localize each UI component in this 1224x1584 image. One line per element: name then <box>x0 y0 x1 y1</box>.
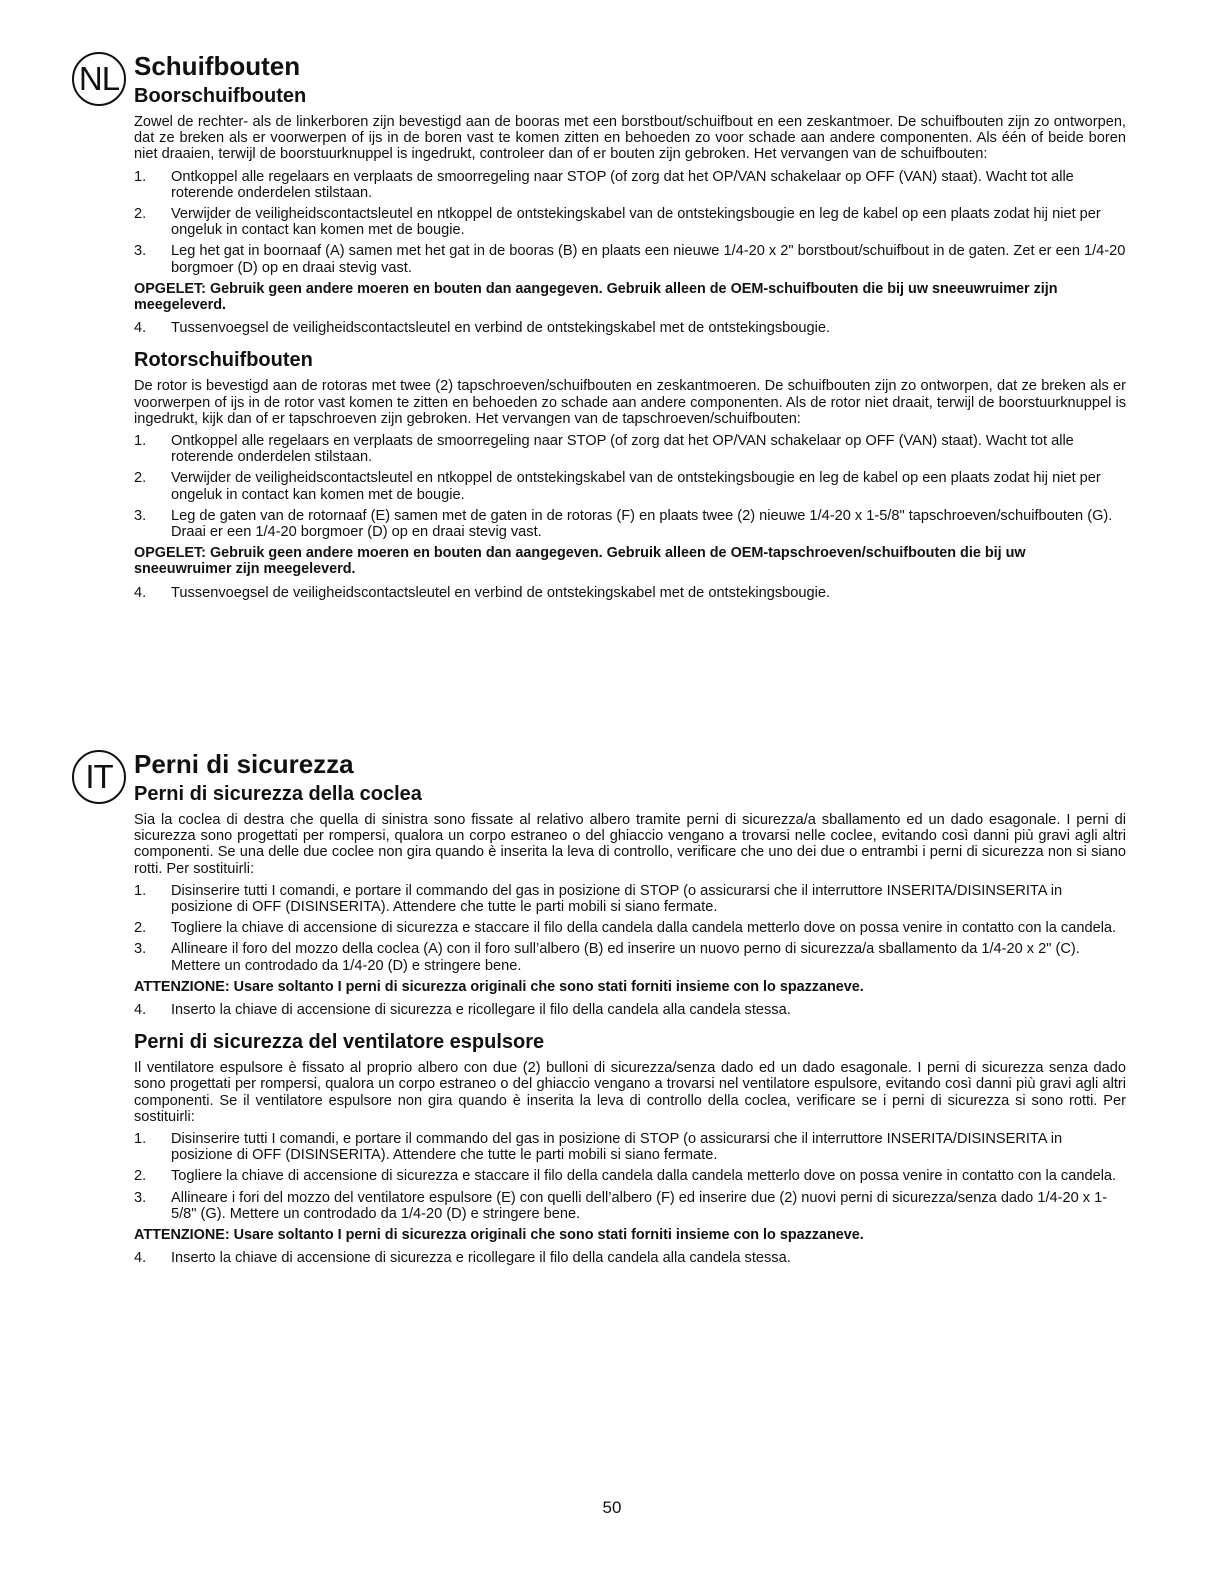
nl-intro-paragraph: Zowel de rechter- als de linkerboren zijn bevestigd aan de booras met een borstbout/schuifbout en een zeskantmoer. De schuifbouten zijn zo ontworpen, dat ze breken als er voorwerpen of ijs in de boren vast te komen zitten en behoeden zo voor schade aan andere componenten. Als één of beide boren niet draaien, terwijl de boorstuurknuppel is ingedrukt, controleer dan of er bouten zijn gebroken. Het vervangen van de schuifbouten: <box>134 114 1126 163</box>
step-text: Tussenvoegsel de veiligheidscontactsleutel en verbind de ontstekingskabel met de ontstekingsbougie. <box>171 584 831 601</box>
step-text: Ontkoppel alle regelaars en verplaats de smoorregeling naar STOP (of zorg dat het OP/VAN schakelaar op OFF (VAN) staat). Wacht tot alle roterende onderdelen stilstaan. <box>171 433 1074 466</box>
step-text: Allineare i fori del mozzo del ventilatore espulsore (E) con quelli dell’albero (F) ed inserire due (2) nuovi perni di sicurezza/senza dado 1/4-20 x 1-5/8" (G). Mettere un controdado da 1/4-20 (D) e stringere bene. <box>171 1189 1108 1222</box>
it-final-step-list <box>134 1250 1126 1266</box>
it-warning-note: ATTENZIONE: Usare soltanto I perni di sicurezza originali che sono stati forniti insieme con lo spazzaneve. <box>134 1227 864 1244</box>
list-item <box>134 941 1126 973</box>
list-item <box>134 883 1126 915</box>
step-number: 2. <box>134 470 147 487</box>
it-warning-note: ATTENZIONE: Usare soltanto I perni di sicurezza originali che sono stati forniti insieme con lo spazzaneve. <box>134 978 864 995</box>
nl-subtitle-rotorschuifbouten: Rotorschuifbouten <box>134 349 313 372</box>
step-number: 2. <box>134 1168 147 1185</box>
step-text: Disinserire tutti I comandi, e portare il commando del gas in posizione di STOP (o assicurarsi che il interruttore INSERITA/DISINSERITA in posizione di OFF (DISINSERITA). Attendere che tutte le parti mobili si siano fermate. <box>171 882 1063 916</box>
list-item <box>134 243 1126 275</box>
step-text: Verwijder de veiligheidscontactsleutel en ntkoppel de ontstekingskabel van de ontstekingsbougie en leg de kabel op een plaats zodat hij niet per ongeluk in contact kan komen met de bougie. <box>171 206 1101 239</box>
nl-content <box>134 50 1126 606</box>
list-item <box>134 1190 1126 1222</box>
list-item <box>134 1168 1126 1184</box>
nl-steps-list <box>134 433 1126 540</box>
step-text: Inserto la chiave di accensione di sicurezza e ricollegare il filo della candela alla candela stessa. <box>171 1250 791 1267</box>
step-number: 1. <box>134 433 147 450</box>
list-item <box>134 1131 1126 1163</box>
step-number: 2. <box>134 206 147 223</box>
it-intro-paragraph: Sia la coclea di destra che quella di sinistra sono fissate al relativo albero tramite perni di sicurezza/a sballamento ed un dado esagonale. I perni di sicurezza sono progettati per rompersi, qualora un corpo estraneo o del ghiaccio vengano a trovarsi nelle coclee, evitando così danni più gravi agli altri componenti. Se una delle due coclee non gira quando è inserita la leva di controllo, verificare che uno dei due o entrambi i perni di sicurezza non si siano rotti. Per sostituirli: <box>134 812 1126 877</box>
nl-intro-paragraph: De rotor is bevestigd aan de rotoras met twee (2) tapschroeven/schuifbouten en zeskantmoeren. De schuifbouten zijn zo ontworpen, dat ze breken als er voorwerpen of ijs in de rotor vast komen te zitten en behoeden zo schade aan andere componenten. Als de rotor niet draait, terwijl de boorstuurknuppel is ingedrukt, kijk dan of er tapschroeven zijn gebroken. Het vervangen van de tapschroeven/schuifbouten: <box>134 378 1126 427</box>
step-number: 3. <box>134 1189 147 1206</box>
it-section-title: Perni di sicurezza <box>134 749 354 779</box>
step-text: Tussenvoegsel de veiligheidscontactsleutel en verbind de ontstekingskabel met de ontstekingsbougie. <box>171 320 831 337</box>
step-number: 4. <box>134 584 147 601</box>
step-text: Ontkoppel alle regelaars en verplaats de smoorregeling naar STOP (of zorg dat het OP/VAN schakelaar op OFF (VAN) staat). Wacht tot alle roterende onderdelen stilstaan. <box>171 168 1074 201</box>
it-intro-paragraph: Il ventilatore espulsore è fissato al proprio albero con due (2) bulloni di sicurezza/senza dado ed un dado esagonale. I perni di sicurezza senza dado sono progettati per rompersi, qualora un corpo estraneo o del ghiaccio vengano a trovarsi nel ventilatore espulsore, evitando così danni più gravi agli altri componenti. Se il ventilatore espulsore non gira quando è inserita la leva di controllo della coclea, verificare se i perni di sicurezza si sono rotti. Per sostituirli: <box>134 1060 1126 1125</box>
step-number: 3. <box>134 941 147 958</box>
step-number: 2. <box>134 920 147 937</box>
step-number: 3. <box>134 507 147 524</box>
list-item <box>134 320 1126 336</box>
step-text: Togliere la chiave di accensione di sicurezza e staccare il filo della candela dalla candela metterlo dove on possa venire in contatto con la candela. <box>171 920 1117 937</box>
nl-steps-list <box>134 169 1126 276</box>
step-text: Verwijder de veiligheidscontactsleutel en ntkoppel de ontstekingskabel van de ontstekingsbougie en leg de kabel op een plaats zodat hij niet per ongeluk in contact kan komen met de bougie. <box>171 470 1101 503</box>
nl-final-step-list <box>134 320 1126 336</box>
step-number: 4. <box>134 1002 147 1019</box>
list-item <box>134 508 1126 540</box>
list-item <box>134 1002 1126 1018</box>
step-text: Leg het gat in boornaaf (A) samen met het gat in de booras (B) en plaats een nieuwe 1/4-20 x 2" borstbout/schuifbout in de gaten. Zet er een 1/4-20 borgmoer (D) op en draai stevig vast. <box>171 243 1126 276</box>
step-number: 1. <box>134 168 147 185</box>
step-text: Inserto la chiave di accensione di sicurezza e ricollegare il filo della candela alla candela stessa. <box>171 1002 791 1019</box>
step-number: 4. <box>134 1250 147 1267</box>
list-item <box>134 206 1126 238</box>
it-subtitle-ventilatore: Perni di sicurezza del ventilatore espulsore <box>134 1031 545 1054</box>
nl-warning-note: OPGELET: Gebruik geen andere moeren en bouten dan aangegeven. Gebruik alleen de OEM-schuifbouten die bij uw sneeuwruimer zijn meegeleverd. <box>134 280 1058 314</box>
step-text: Leg de gaten van de rotornaaf (E) samen met de gaten in de rotoras (F) en plaats twee (2) nieuwe 1/4-20 x 1-5/8" tapschroeven/schuifbouten (G). Draai er een 1/4-20 borgmoer (D) op en draai stevig vast. <box>171 507 1113 541</box>
list-item <box>134 470 1126 502</box>
it-content <box>134 748 1126 1271</box>
list-item <box>134 585 1126 601</box>
step-number: 1. <box>134 882 147 899</box>
list-item <box>134 1250 1126 1266</box>
step-number: 1. <box>134 1131 147 1148</box>
it-steps-list <box>134 1131 1126 1222</box>
it-subtitle-coclea: Perni di sicurezza della coclea <box>134 783 422 805</box>
step-text: Togliere la chiave di accensione di sicurezza e staccare il filo della candela dalla candela metterlo dove on possa venire in contatto con la candela. <box>171 1168 1117 1185</box>
it-language-badge: IT <box>72 750 126 804</box>
it-final-step-list <box>134 1002 1126 1018</box>
nl-section-title: Schuifbouten <box>134 51 301 81</box>
step-number: 4. <box>134 320 147 337</box>
step-text: Allineare il foro del mozzo della coclea (A) con il foro sull’albero (B) ed inserire un nuovo perno di sicurezza/a sballamento da 1/4-20 x 2" (C). Mettere un controdado da 1/4-20 (D) e stringere bene. <box>171 941 1080 974</box>
list-item <box>134 169 1126 201</box>
list-item <box>134 920 1126 936</box>
step-number: 3. <box>134 243 147 260</box>
nl-warning-note: OPGELET: Gebruik geen andere moeren en bouten dan aangegeven. Gebruik alleen de OEM-tapschroeven/schuifbouten die bij uw sneeuwruimer zijn meegeleverd. <box>134 545 1026 578</box>
nl-final-step-list <box>134 585 1126 601</box>
nl-subtitle-boorschuifbouten: Boorschuifbouten <box>134 85 307 107</box>
nl-language-badge: NL <box>72 52 126 106</box>
it-steps-list <box>134 883 1126 974</box>
page-number: 50 <box>602 1498 622 1517</box>
step-text: Disinserire tutti I comandi, e portare il commando del gas in posizione di STOP (o assicurarsi che il interruttore INSERITA/DISINSERITA in posizione di OFF (DISINSERITA). Attendere che tutte le parti mobili si siano fermate. <box>171 1131 1063 1164</box>
list-item <box>134 433 1126 465</box>
